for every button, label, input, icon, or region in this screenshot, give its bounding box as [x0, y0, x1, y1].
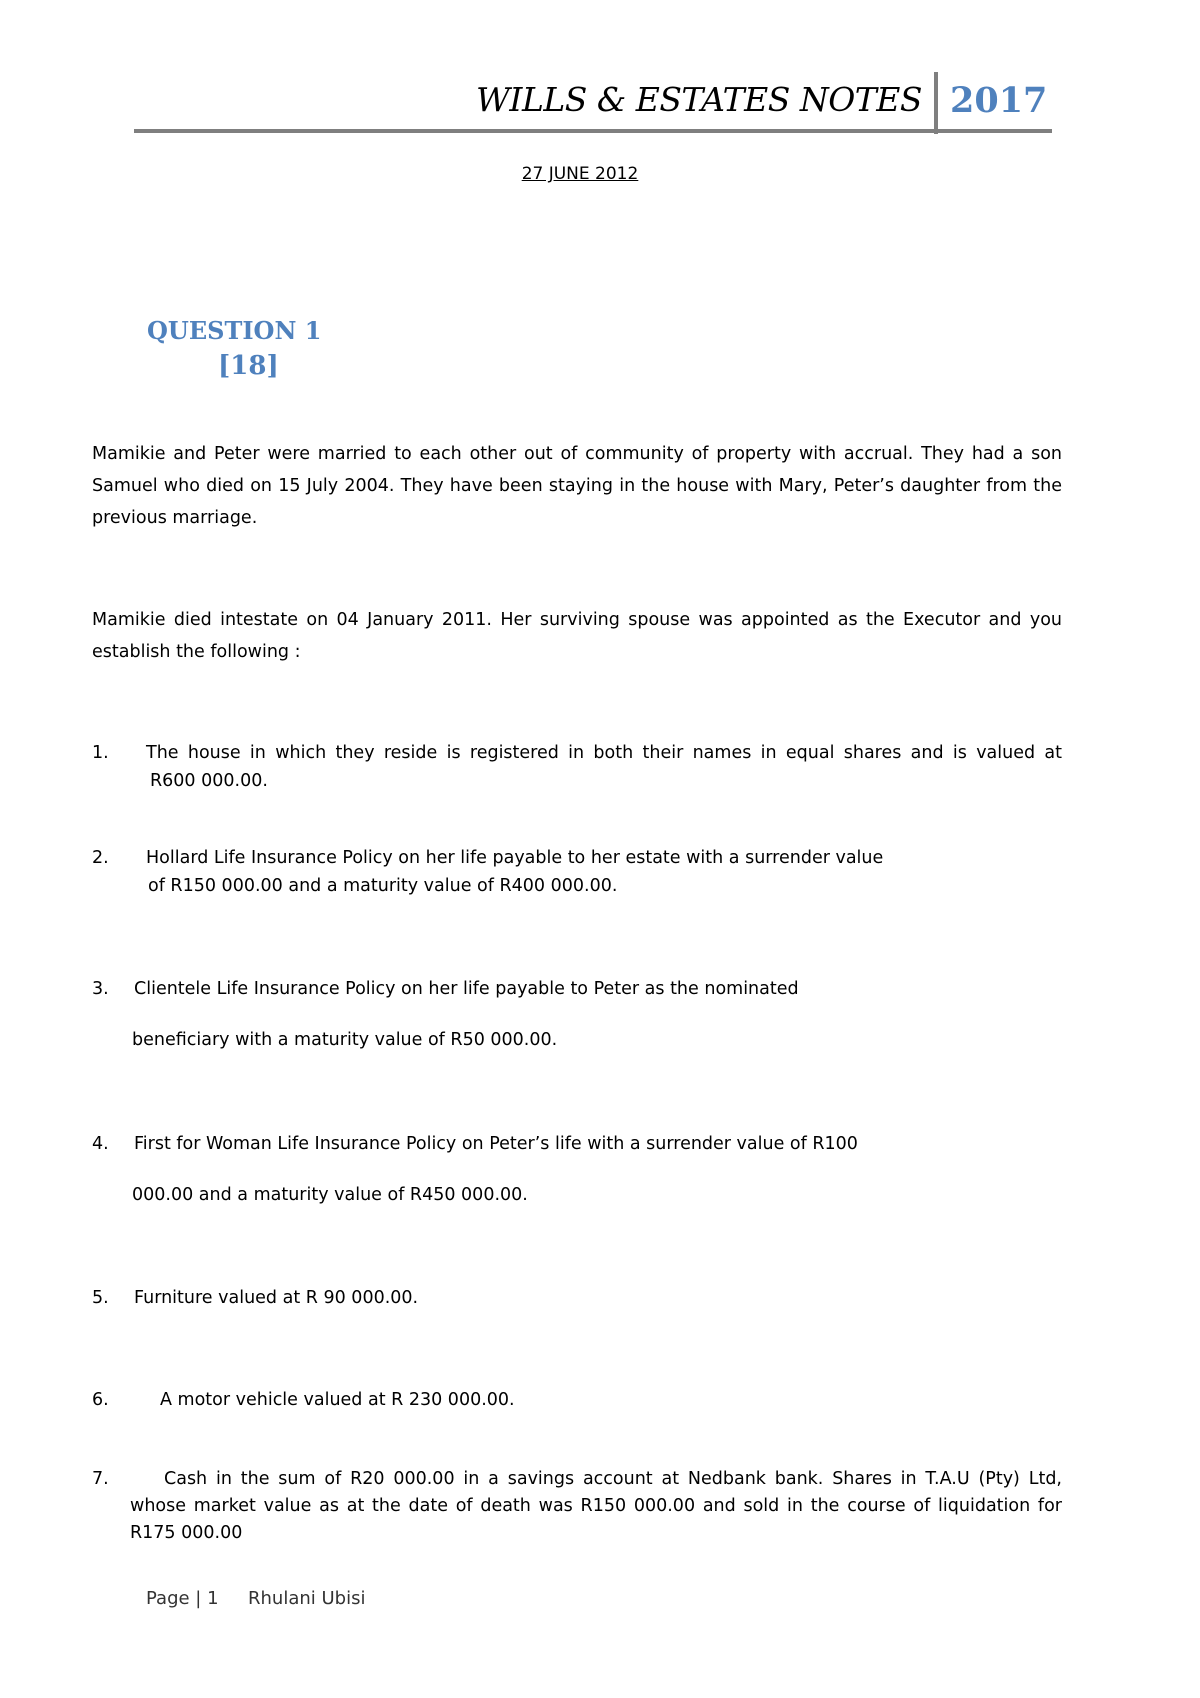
page-number: Page | 1: [146, 1588, 219, 1609]
header-year: 2017: [950, 80, 1048, 121]
list-item-line: of R150 000.00 and a maturity value of R400 000.00.: [148, 876, 618, 896]
list-item-number: 6.: [92, 1390, 109, 1410]
page-header: [134, 72, 1052, 136]
list-item-line: Hollard Life Insurance Policy on her life payable to her estate with a surrender value: [146, 848, 884, 868]
list-item-number: 1.: [92, 743, 109, 763]
list-item-line: beneficiary with a maturity value of R50 000.00.: [132, 1030, 558, 1050]
list-item-number: 7.: [92, 1469, 109, 1489]
list-item-line: whose market value as at the date of death was R150 000.00 and sold in the course of liquidation for: [130, 1496, 1062, 1516]
list-item-line: First for Woman Life Insurance Policy on Peter’s life with a surrender value of R100: [134, 1134, 858, 1154]
intro-paragraph: Mamikie and Peter were married to each other out of community of property with accrual. They had a son Samuel who died on 15 July 2004. They have been staying in the house with Mary, Peter’s daughter from the previous marriage.: [92, 444, 1062, 528]
footer-author: Rhulani Ubisi: [248, 1588, 366, 1609]
header-rule: [134, 129, 1052, 133]
list-item-number: 3.: [92, 979, 109, 999]
list-item-number: 5.: [92, 1288, 109, 1308]
list-item-line: A motor vehicle valued at R 230 000.00.: [160, 1390, 515, 1410]
list-item-line: Clientele Life Insurance Policy on her life payable to Peter as the nominated: [134, 979, 799, 999]
header-divider: [934, 72, 938, 134]
list-item-line: R175 000.00: [130, 1523, 243, 1543]
list-item-line: R600 000.00.: [150, 771, 268, 791]
list-item-number: 2.: [92, 848, 109, 868]
document-date: 27 JUNE 2012: [521, 164, 639, 184]
list-item-line: Furniture valued at R 90 000.00.: [134, 1288, 419, 1308]
list-item-line: 000.00 and a maturity value of R450 000.00.: [132, 1185, 528, 1205]
page-footer: [146, 1588, 365, 1609]
executor-paragraph: Mamikie died intestate on 04 January 2011. Her surviving spouse was appointed as the Executor and you establish the following :: [92, 610, 1062, 662]
question-title: QUESTION 1: [147, 316, 322, 345]
header-title: WILLS & ESTATES NOTES: [475, 80, 922, 119]
list-item-number: 4.: [92, 1134, 109, 1154]
list-item-line: The house in which they reside is registered in both their names in equal shares and is valued at: [146, 743, 1062, 763]
question-marks: [18]: [218, 351, 279, 381]
list-item-line: Cash in the sum of R20 000.00 in a savings account at Nedbank bank. Shares in T.A.U (Pty) Ltd,: [164, 1469, 1062, 1489]
